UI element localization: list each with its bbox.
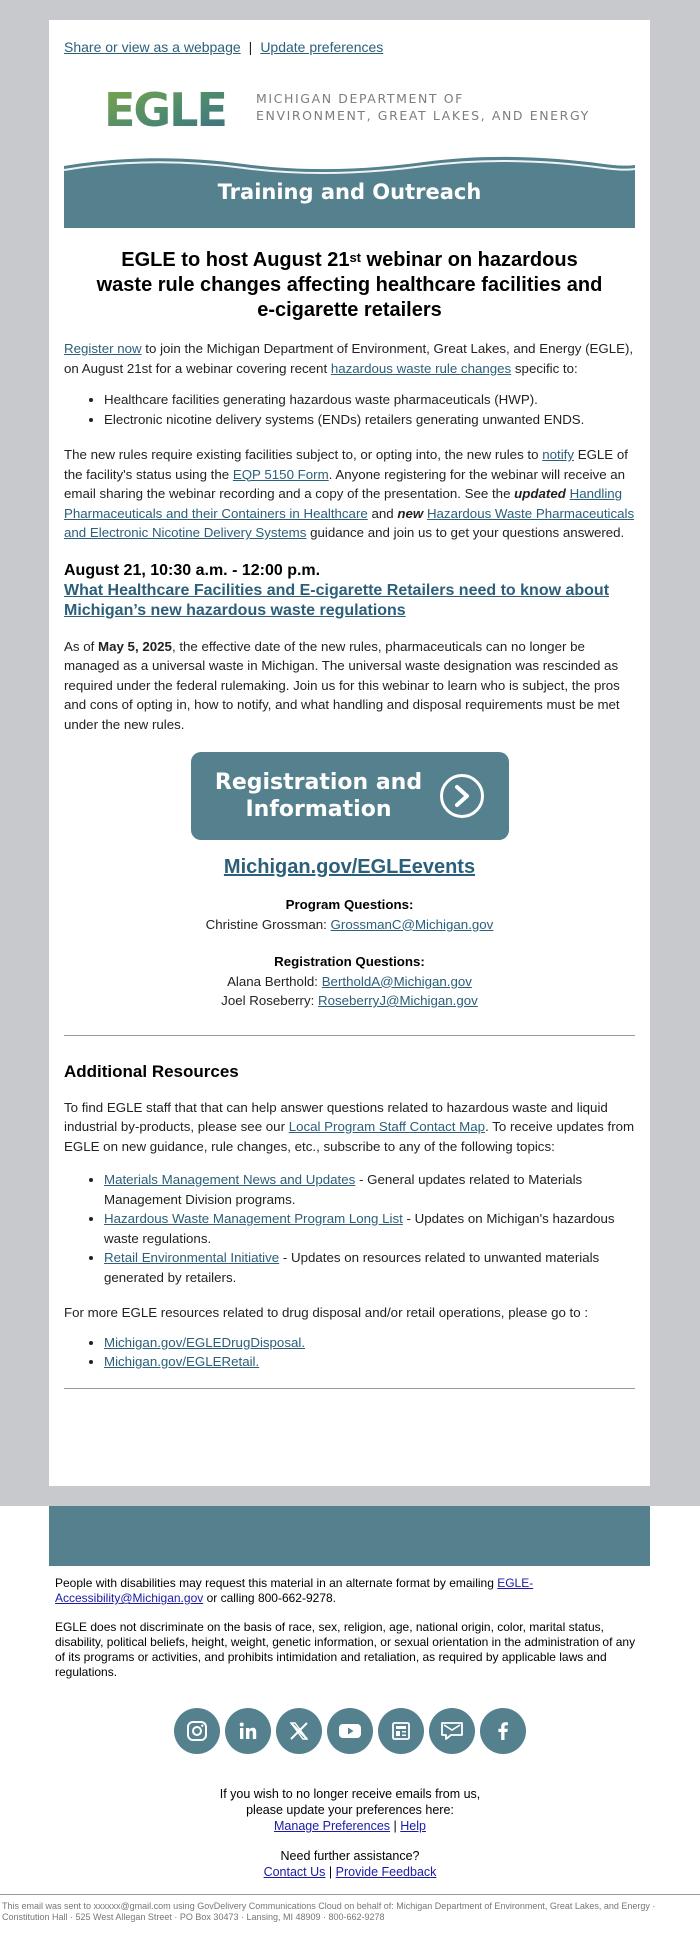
event-paragraph: As of May 5, 2025, the effective date of the new rules, pharmaceuticals can no longer be managed as a universal waste in Michigan. The universal waste designation was rescinded as required under the federal rulemaking. Join us for this webinar to learn who is subject, the pros and cons of opting in, how to notify, and what handling and disposal requirements must be met under the new rules. xyxy=(64,638,620,732)
help-link[interactable]: Help xyxy=(400,1819,426,1833)
list-item xyxy=(104,1333,635,1353)
manage-preferences-link[interactable]: Manage Preferences xyxy=(274,1819,391,1833)
training-banner xyxy=(64,156,635,228)
list-item: • Healthcare facilities generating hazardous waste pharmaceuticals (HWP). xyxy=(104,390,635,410)
share-webpage-link[interactable]: Share or view as a webpage xyxy=(64,39,241,55)
egle-retail-link[interactable]: Michigan.gov/EGLERetail. xyxy=(104,1354,260,1369)
registration-questions-heading: Registration Questions: xyxy=(274,954,425,969)
department-name xyxy=(256,90,590,124)
additional-resources-heading: Additional Resources xyxy=(64,1061,239,1081)
logo-text: EGLE xyxy=(104,86,226,128)
department-name-line2: ENVIRONMENT, GREAT LAKES, AND ENERGY xyxy=(256,108,590,123)
registration-button[interactable] xyxy=(191,752,509,840)
mm-news-link[interactable]: Materials Management News and Updates xyxy=(104,1172,356,1187)
drug-disposal-link[interactable]: Michigan.gov/EGLEDrugDisposal. xyxy=(104,1334,306,1350)
egle-logo xyxy=(64,72,635,142)
eqp-form-link[interactable]: EQP 5150 Form xyxy=(232,466,329,482)
events-link-container xyxy=(64,856,635,879)
assistance-section: Need further assistance? Contact Us | Provide Feedback xyxy=(263,1849,437,1879)
chevron-right-icon xyxy=(440,774,484,818)
topics-list xyxy=(64,1170,635,1287)
list-item: • Hazardous Waste Management Program Long List - Updates on Michigan's hazardous waste regulations. xyxy=(104,1209,635,1248)
facebook-icon[interactable] xyxy=(480,1708,526,1754)
accessibility-email-link[interactable]: EGLE-Accessibility@Michigan.gov xyxy=(55,1576,534,1605)
program-questions-heading: Program Questions: xyxy=(285,897,414,912)
program-questions: Program Questions: Christine Grossman: GrossmanC@Michigan.gov xyxy=(205,897,494,932)
list-item: • Retail Environmental Initiative - Updates on resources related to unwanted materials generated by retailers. xyxy=(104,1248,635,1287)
provide-feedback-link[interactable]: Provide Feedback xyxy=(335,1865,437,1879)
registration-questions: Registration Questions: Alana Berthold: BertholdA@Michigan.gov Joel Roseberry: RoseberryJ@Michigan.gov xyxy=(221,954,478,1008)
department-name-line1: MICHIGAN DEPARTMENT OF xyxy=(256,91,464,106)
section-divider xyxy=(64,1035,635,1036)
unsubscribe-section: If you wish to no longer receive emails from us, please update your preferences here: Manage Preferences | Help xyxy=(219,1787,481,1833)
instagram-icon[interactable] xyxy=(174,1708,220,1754)
footer-text xyxy=(0,1566,700,1680)
resources-paragraph-2: For more EGLE resources related to drug disposal and/or retail operations, please go to : xyxy=(64,1305,589,1320)
affected-list xyxy=(64,390,635,429)
event-date: August 21, 10:30 a.m. - 12:00 p.m. xyxy=(64,561,321,579)
list-item xyxy=(104,1352,635,1372)
preheader xyxy=(64,36,635,60)
headline: EGLE to host August 21st webinar on hazardous waste rule changes affecting healthcare facilities and e-cigarette retailers xyxy=(96,249,603,321)
retail-initiative-link[interactable]: Retail Environmental Initiative xyxy=(104,1250,280,1265)
hwp-guidance-link[interactable]: Hazardous Waste Pharmaceuticals and Electronic Nicotine Delivery Systems xyxy=(64,505,635,540)
rules-paragraph: The new rules require existing facilities subject to, or opting into, the new rules to notify EGLE of the facility's status using the EQP 5150 Form. Anyone registering for the webinar will receive an email sharing the webinar recording and a copy of the presentation. See the updated Handling Pharmaceuticals and their Containers in Healthcare and new Hazardous Waste Pharmaceuticals and Electronic Nicotine Delivery Systems guidance and join us to get your questions answered. xyxy=(64,447,635,540)
legal-notice: This email was sent to xxxxxx@gmail.com using GovDelivery Communications Cloud on behalf of: Michigan Department of Environment, Great Lakes, and Energy · Constitution Hall · 525 West Allegan Street · PO Box 30473 · Lansing, MI 48909 · 800-662-9278 xyxy=(0,1894,700,1923)
intro-paragraph: Register now to join the Michigan Department of Environment, Great Lakes, and Energy (EGLE), on August 21st for a webinar covering recent hazardous waste rule changes specific to: xyxy=(64,341,634,376)
event-title-link[interactable]: What Healthcare Facilities and E-cigarette Retailers need to know about Michigan’s new hazardous waste regulations xyxy=(64,581,610,619)
resources-paragraph: To find EGLE staff that that can help answer questions related to hazardous waste and liquid industrial by-products, please see our Local Program Staff Contact Map. To receive updates from EGLE on new guidance, rule changes, etc., subscribe to any of the following topics: xyxy=(64,1099,635,1154)
section-divider xyxy=(64,1388,635,1389)
egle-logo-mark xyxy=(104,86,236,128)
update-preferences-link[interactable]: Update preferences xyxy=(260,39,384,55)
staff-contact-map-link[interactable]: Local Program Staff Contact Map xyxy=(288,1119,486,1134)
social-icons xyxy=(0,1708,700,1754)
contact-us-link[interactable]: Contact Us xyxy=(263,1865,326,1879)
preheader-separator: | xyxy=(248,39,253,55)
handling-pharmaceuticals-link[interactable]: Handling Pharmaceuticals and their Containers in Healthcare xyxy=(64,486,623,521)
notify-link[interactable]: notify xyxy=(542,447,574,462)
hw-long-list-link[interactable]: Hazardous Waste Management Program Long List xyxy=(104,1211,403,1226)
email-card xyxy=(49,20,650,1486)
registration-button-label: Registration and Information xyxy=(214,770,423,822)
footer-band xyxy=(49,1506,650,1566)
govdelivery-icon[interactable] xyxy=(429,1708,475,1754)
rule-changes-link[interactable]: hazardous waste rule changes xyxy=(330,360,512,376)
x-icon[interactable] xyxy=(276,1708,322,1754)
berthold-email-link[interactable]: BertholdA@Michigan.gov xyxy=(321,973,472,989)
list-item: • Electronic nicotine delivery systems (ENDs) retailers generating unwanted ENDS. xyxy=(104,410,635,430)
egle-events-link[interactable]: Michigan.gov/EGLEevents xyxy=(223,856,476,878)
newsletter-icon[interactable] xyxy=(378,1708,424,1754)
list-item: • Materials Management News and Updates - General updates related to Materials Management Division programs. xyxy=(104,1170,635,1209)
register-now-link[interactable]: Register now xyxy=(64,341,142,356)
banner-title: Training and Outreach xyxy=(217,180,482,204)
linkedin-icon[interactable] xyxy=(225,1708,271,1754)
resource-links-list xyxy=(64,1333,635,1372)
roseberry-email-link[interactable]: RoseberryJ@Michigan.gov xyxy=(317,993,478,1008)
accessibility-notice: People with disabilities may request this material in an alternate format by emailing EGLE-Accessibility@Michigan.gov or calling 800-662-9278. xyxy=(55,1576,534,1605)
grossman-email-link[interactable]: GrossmanC@Michigan.gov xyxy=(330,916,494,932)
youtube-icon[interactable] xyxy=(327,1708,373,1754)
nondiscrimination-notice: EGLE does not discriminate on the basis of race, sex, religion, age, national origin, color, marital status, disability, political beliefs, height, weight, genetic information, or sexual orientation in the administration of any of its programs or activities, and prohibits intimidation and retaliation, as required by applicable laws and regulations. xyxy=(55,1620,636,1679)
